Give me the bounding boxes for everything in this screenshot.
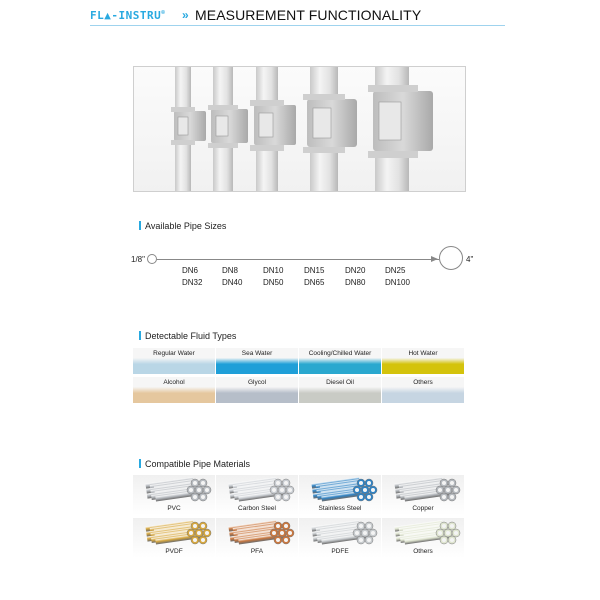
pipe-bore [442, 538, 446, 542]
pipe-bore [197, 488, 201, 492]
pipe-bore [359, 538, 363, 542]
pipe-bore [288, 488, 292, 492]
section-title-pipe-materials: Compatible Pipe Materials [139, 459, 250, 469]
pipe-bore [367, 538, 371, 542]
pipe-bore [284, 495, 288, 499]
section-title-pipe-sizes: Available Pipe Sizes [139, 221, 226, 231]
pipe-bore [442, 524, 446, 528]
pipe-bore [450, 524, 454, 528]
pipe-bore [205, 488, 209, 492]
pipe-bore [189, 488, 193, 492]
arrow-right-icon [431, 256, 438, 262]
material-tile: Others [382, 518, 464, 558]
pipe-bore [284, 524, 288, 528]
pipe-bore [280, 488, 284, 492]
pipe-bore [276, 538, 280, 542]
dn-size-column: DN20 DN80 [345, 266, 366, 287]
pipe-bore [205, 531, 209, 535]
pipe-bore [272, 488, 276, 492]
size-range-line [157, 259, 439, 260]
pipe-bore [446, 531, 450, 535]
material-tile: Stainless Steel [299, 475, 381, 515]
pipe-bore [355, 531, 359, 535]
pipe-bore [193, 481, 197, 485]
pipe-bore [371, 488, 375, 492]
pipe-bore [193, 495, 197, 499]
pipe-bore [201, 524, 205, 528]
dn-size-column: DN8 DN40 [222, 266, 243, 287]
dn-size-column: DN6 DN32 [182, 266, 203, 287]
pipe-bore [446, 488, 450, 492]
pipe-bore [367, 524, 371, 528]
pipe-bore [288, 531, 292, 535]
pipe-bore [280, 531, 284, 535]
pipe-bore [359, 481, 363, 485]
fluid-tile: Regular Water [133, 348, 215, 374]
pipe-bore [193, 524, 197, 528]
fluid-tile: Hot Water [382, 348, 464, 374]
chevron-right-icon: » [182, 8, 189, 22]
material-tile: PVDF [133, 518, 215, 558]
pipe-bore [201, 495, 205, 499]
pipe-bore [367, 481, 371, 485]
pipe-bore [442, 495, 446, 499]
pipe-bore [371, 531, 375, 535]
section-title-fluid-types: Detectable Fluid Types [139, 331, 236, 341]
fluid-tile: Glycol [216, 377, 298, 403]
pipe-bore [355, 488, 359, 492]
pipe-bore [438, 531, 442, 535]
min-size-label: 1/8" [131, 255, 145, 264]
material-tile: PDFE [299, 518, 381, 558]
pipe-bore [450, 538, 454, 542]
header [90, 6, 505, 26]
flowmeter-image [134, 67, 466, 192]
max-size-label: 4" [466, 255, 474, 264]
dn-size-column: DN25 DN100 [385, 266, 410, 287]
material-tile: Carbon Steel [216, 475, 298, 515]
pipe-bore [454, 488, 458, 492]
page-title: MEASUREMENT FUNCTIONALITY [195, 7, 422, 23]
pipe-bore [454, 531, 458, 535]
pipe-bore [450, 481, 454, 485]
pipe-bore [197, 531, 201, 535]
pipe-bore [272, 531, 276, 535]
pipe-bore [442, 481, 446, 485]
material-tile: PVC [133, 475, 215, 515]
pipe-bore [189, 531, 193, 535]
fluid-tile: Others [382, 377, 464, 403]
fluid-tile: Cooling/Chilled Water [299, 348, 381, 374]
pipe-bore [359, 495, 363, 499]
pipe-bore [276, 481, 280, 485]
material-tile: PFA [216, 518, 298, 558]
fluid-tile: Diesel Oil [299, 377, 381, 403]
brand-logo: FL▲-INSTRU® [90, 9, 166, 22]
fluid-tile: Sea Water [216, 348, 298, 374]
pipe-bore [438, 488, 442, 492]
product-photo [133, 66, 466, 192]
pipe-bore [367, 495, 371, 499]
pipe-bore [276, 524, 280, 528]
pipe-bore [363, 488, 367, 492]
pipe-bore [276, 495, 280, 499]
pipe-bore [359, 524, 363, 528]
material-tile: Copper [382, 475, 464, 515]
pipe-bore [284, 538, 288, 542]
pipe-bore [201, 538, 205, 542]
pipe-bore [450, 495, 454, 499]
large-pipe-icon [439, 246, 463, 270]
small-pipe-icon [147, 254, 157, 264]
pipe-bore [363, 531, 367, 535]
pipe-bore [193, 538, 197, 542]
dn-size-column: DN15 DN65 [304, 266, 325, 287]
pipe-bore [284, 481, 288, 485]
pipe-bore [201, 481, 205, 485]
fluid-tile: Alcohol [133, 377, 215, 403]
dn-size-column: DN10 DN50 [263, 266, 284, 287]
